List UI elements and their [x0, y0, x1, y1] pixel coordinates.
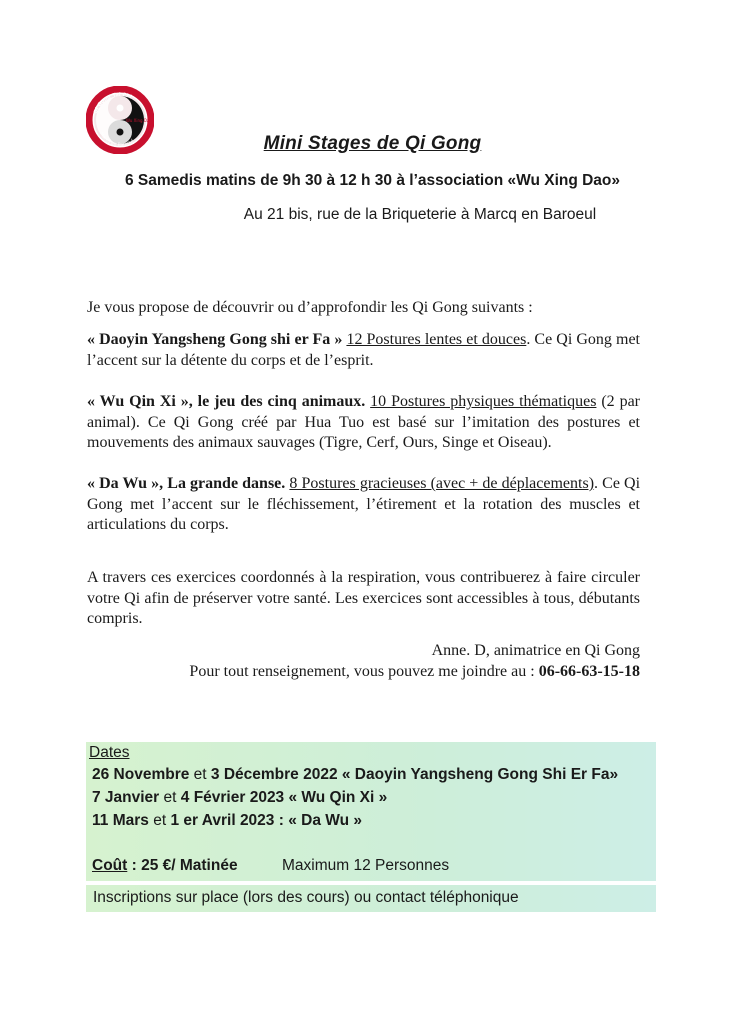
contact-prefix: Pour tout renseignement, vous pouvez me joindre au : [189, 663, 539, 680]
date-2-and: et [159, 789, 181, 806]
logo-text-bottom: Marcq en Baroeul [98, 131, 136, 149]
daoyin-title: « Daoyin Yangsheng Gong shi er Fa » [87, 331, 343, 348]
phone-number: 06-66-63-15-18 [538, 663, 640, 680]
da-wu-text: . Ce Qi Gong met l’accent sur le fléchissement, l’étirement et la rotation des muscles et articulations du corps. [87, 475, 641, 533]
daoyin-text: . Ce Qi Gong met l’accent sur la détente du corps et de l’esprit. [87, 331, 641, 369]
wu-qin-xi-postures: 10 Postures physiques thématiques [370, 393, 597, 410]
paragraph-wu-qin-xi [87, 392, 640, 454]
logo-text-top: Qi Gong Tai Chi [92, 91, 133, 115]
date-3-and: et [148, 812, 171, 829]
paragraph-da-wu [87, 474, 640, 536]
logo-text-center: Wu Xing Dao [126, 118, 152, 123]
date-line-3 [92, 812, 362, 830]
date-line-2 [92, 789, 387, 807]
paragraph-daoyin [87, 330, 640, 371]
intro-paragraph: Je vous propose de découvrir ou d’approfondir les Qi Gong suivants : [87, 299, 533, 316]
cost-value: : 25 €/ Matinée [127, 857, 238, 874]
address: Au 21 bis, rue de la Briqueterie à Marcq en Baroeul [243, 206, 597, 223]
inscriptions-box [86, 885, 656, 912]
cost-label: Coût [92, 857, 128, 874]
cost-line [92, 857, 238, 875]
title-text: Mini Stages de Qi Gong [263, 133, 482, 154]
inscriptions-text: Inscriptions sur place (lors des cours) ou contact téléphonique [93, 889, 519, 906]
subtitle: 6 Samedis matins de 9h 30 à 12 h 30 à l’association «Wu Xing Dao» [124, 172, 621, 189]
page-title [0, 133, 745, 155]
date-line-1 [92, 766, 618, 784]
da-wu-title: « Da Wu », La grande danse. [87, 475, 286, 492]
signature: Anne. D, animatrice en Qi Gong [431, 642, 640, 659]
dates-heading: Dates [89, 744, 130, 761]
max-persons: Maximum 12 Personnes [282, 857, 450, 874]
da-wu-postures: 8 Postures gracieuses (avec + de déplacements) [289, 475, 595, 492]
paragraph-respiration: A travers ces exercices coordonnés à la respiration, vous contribuerez à faire circuler votre Qi afin de préserver votre santé. Les exercices sont accessibles à tous, débutants compris. [87, 569, 640, 627]
wu-qin-xi-text: (2 par animal). Ce Qi Gong créé par Hua Tuo est basé sur l’imitation des postures et mouvements des animaux sauvages (Tigre, Cerf, Ours, Singe et Oiseau). [87, 393, 641, 451]
date-1-and: et [189, 766, 211, 783]
date-3c: 1 er Avril 2023 : « Da Wu » [170, 812, 362, 829]
daoyin-postures: 12 Postures lentes et douces [346, 331, 527, 348]
date-2c: 4 Février 2023 « Wu Qin Xi » [180, 789, 388, 806]
date-2a: 7 Janvier [92, 789, 160, 806]
date-1c: 3 Décembre 2022 « Daoyin Yangsheng Gong Shi Er Fa» [210, 766, 619, 783]
dates-box [86, 742, 656, 881]
wu-qin-xi-title: « Wu Qin Xi », le jeu des cinq animaux. [87, 393, 366, 410]
date-3a: 11 Mars [92, 812, 149, 829]
date-1a: 26 Novembre [92, 766, 190, 783]
contact-line [87, 661, 640, 683]
